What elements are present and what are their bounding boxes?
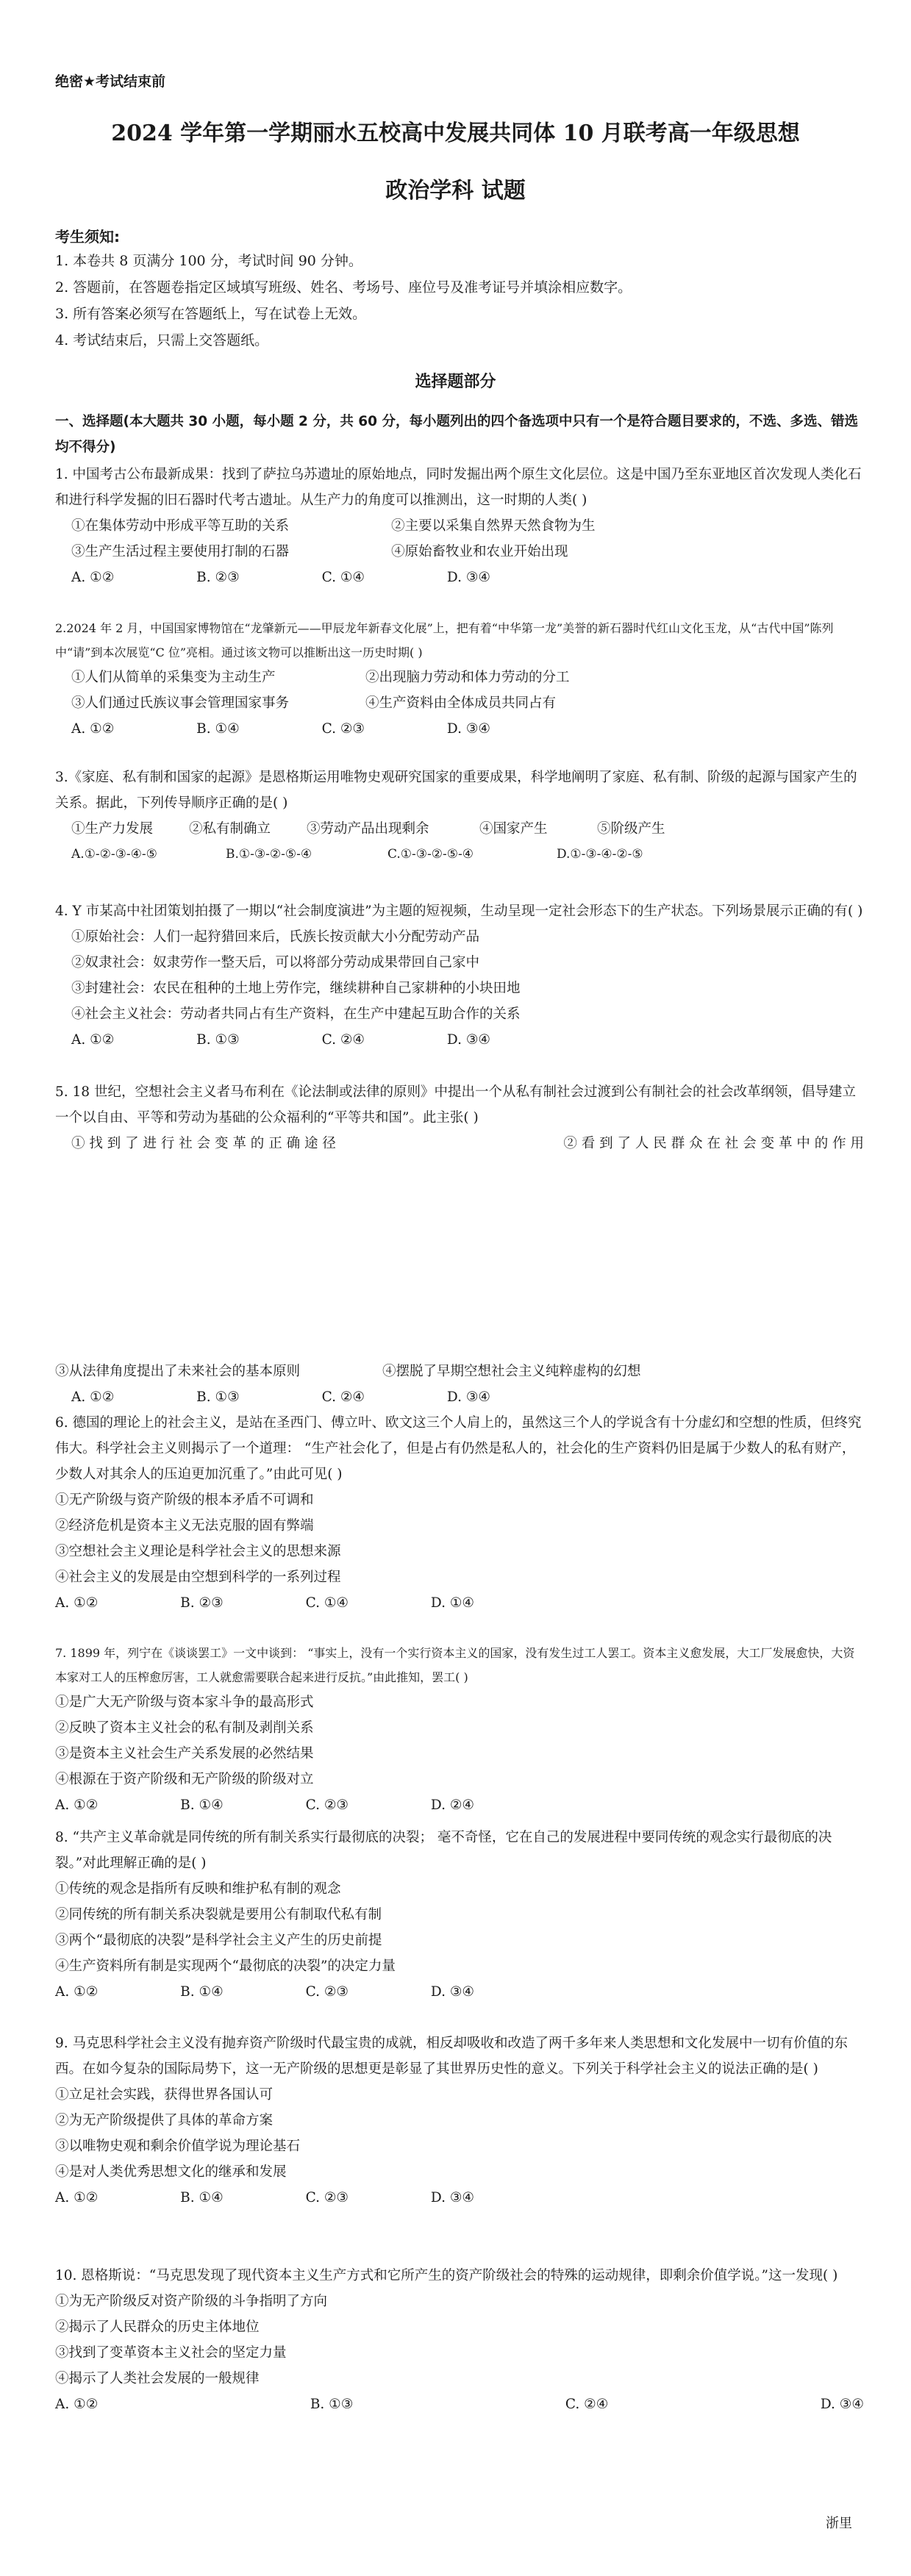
question-5-cont xyxy=(55,1359,864,1410)
answer-d: D. ①④ xyxy=(430,1595,474,1611)
notice-heading: 考生须知: xyxy=(55,228,120,246)
option: ①原始社会：人们一起狩猎回来后，氏族长按贡献大小分配劳动产品 xyxy=(71,929,480,945)
answer-c: C. ①④ xyxy=(321,570,365,585)
answer-row xyxy=(71,1027,490,1053)
option: ③是资本主义社会生产关系发展的必然结果 xyxy=(55,1746,314,1761)
answer-row xyxy=(55,1979,474,2005)
option: ②揭示了人民群众的历史主体地位 xyxy=(55,2319,260,2335)
option: ②私有制确立 xyxy=(189,821,271,837)
answer-d: D. ③④ xyxy=(820,2397,864,2412)
answer-row xyxy=(55,1792,474,1818)
option: ③空想社会主义理论是科学社会主义的思想来源 xyxy=(55,1544,341,1559)
answer-a: A. ①② xyxy=(55,1797,99,1813)
question-stem: 4. Y 市某高中社团策划拍摄了一期以“社会制度演进”为主题的短视频，生动呈现一定社会形态下的生产状态。下列场景展示正确的有( ) xyxy=(55,904,863,919)
question-5 xyxy=(55,1079,864,1156)
answer-b: B. ①③ xyxy=(196,1389,240,1405)
answer-a: A. ①② xyxy=(55,2190,99,2205)
option: ④社会主义的发展是由空想到科学的一系列过程 xyxy=(55,1570,341,1585)
question-stem: 8. “共产主义革命就是同传统的所有制关系实行最彻底的决裂； 毫不奇怪，它在自己的发展进程中要同传统的观念实行最彻底的决裂。”对此理解正确的是( ) xyxy=(55,1830,832,1871)
option: ①立足社会实践，获得世界各国认可 xyxy=(55,2087,274,2103)
option: ③从法律角度提出了未来社会的基本原则 xyxy=(55,1364,301,1379)
answer-b: B.①-③-②-⑤-④ xyxy=(226,847,312,862)
answer-row xyxy=(71,716,490,742)
option: ④生产资料由全体成员共同占有 xyxy=(365,695,557,711)
answer-d: D. ②④ xyxy=(430,1797,474,1813)
answer-a: A. ①② xyxy=(71,721,115,737)
option: ④生产资料所有制是实现两个“最彻底的决裂”的决定力量 xyxy=(55,1958,396,1974)
answer-b: B. ①③ xyxy=(196,1032,240,1048)
option: ④摆脱了早期空想社会主义纯粹虚构的幻想 xyxy=(382,1364,641,1379)
answer-b: B. ①④ xyxy=(180,1984,224,2000)
answer-b: B. ①④ xyxy=(180,1797,224,1813)
answer-c: C. ②③ xyxy=(321,721,365,737)
secret-label: 绝密★考试结束前 xyxy=(55,74,166,90)
question-stem: 6. 德国的理论上的社会主义，是站在圣西门、傅立叶、欧文这三个人肩上的，虽然这三个人的学说含有十分虚幻和空想的性质，但终究伟大。科学社会主义则揭示了一个道理： “生产社会化了，但是占有仍然是私人的，社会化的生产资料仍旧是属于少数人的私有财产，少数人对其余人的压迫更加沉重了。”由此可见( ) xyxy=(55,1415,862,1482)
answer-row xyxy=(55,1384,490,1410)
option: ④原始畜牧业和农业开始出现 xyxy=(391,544,568,559)
option: ④国家产生 xyxy=(479,821,548,837)
question-10 xyxy=(55,2263,864,2417)
answer-a: A. ①② xyxy=(55,1595,99,1611)
answer-d: D. ③④ xyxy=(430,1984,474,2000)
options xyxy=(55,924,864,1053)
answer-c: C. ②③ xyxy=(305,2190,349,2205)
option: ④是对人类优秀思想文化的继承和发展 xyxy=(55,2164,287,2180)
question-1 xyxy=(55,462,864,590)
answer-b: B. ①④ xyxy=(180,2190,224,2205)
option: ③找到了变革资本主义社会的坚定力量 xyxy=(55,2345,287,2361)
part-heading: 一、选择题(本大题共 30 小题，每小题 2 分，共 60 分，每小题列出的四个备选项中只有一个是符合题目要求的，不选、多选、错选均不得分) xyxy=(55,414,858,455)
question-7 xyxy=(55,1641,864,1818)
options xyxy=(55,1131,864,1156)
option: ③人们通过氏族议事会管理国家事务 xyxy=(71,695,290,711)
question-6 xyxy=(55,1410,864,1616)
option: ①无产阶级与资产阶级的根本矛盾不可调和 xyxy=(55,1492,314,1508)
question-stem: 9. 马克思科学社会主义没有抛弃资产阶级时代最宝贵的成就，相反却吸收和改造了两千多年来人类思想和文化发展中一切有价值的东西。在如今复杂的国际局势下，这一无产阶级的思想更是彰显了其世界历史性的意义。下列关于科学社会主义的说法正确的是( ) xyxy=(55,2036,849,2077)
option: ①传统的观念是指所有反映和维护私有制的观念 xyxy=(55,1881,341,1897)
option: ③以唯物史观和剩余价值学说为理论基石 xyxy=(55,2139,301,2154)
answer-d: D. ③④ xyxy=(446,1389,490,1405)
answer-c: C. ①④ xyxy=(305,1595,349,1611)
options xyxy=(55,816,864,867)
options xyxy=(55,513,864,590)
answer-d: D. ③④ xyxy=(446,570,490,585)
question-stem: 3.《家庭、私有制和国家的起源》是恩格斯运用唯物史观研究国家的重要成果，科学地阐明了家庭、私有制、阶级的起源与国家产生的关系。据此，下列传导顺序正确的是( ) xyxy=(55,770,857,811)
answer-a: A. ①② xyxy=(55,1984,99,2000)
answer-b: B. ②③ xyxy=(196,570,240,585)
answer-d: D.①-③-④-②-⑤ xyxy=(557,847,643,862)
answer-c: C. ②③ xyxy=(305,1984,349,2000)
option: ②同传统的所有制关系决裂就是要用公有制取代私有制 xyxy=(55,1907,382,1922)
notice-item: 1. 本卷共 8 页满分 100 分，考试时间 90 分钟。 xyxy=(55,253,362,269)
footer-mark: 浙里 xyxy=(826,2516,852,2531)
notice-item: 4. 考试结束后，只需上交答题纸。 xyxy=(55,332,269,348)
option: ②出现脑力劳动和体力劳动的分工 xyxy=(365,670,570,685)
answer-row xyxy=(55,2185,474,2211)
option: ①生产力发展 xyxy=(71,821,154,837)
answer-a: A. ①② xyxy=(71,570,115,585)
option: ③生产生活过程主要使用打制的石器 xyxy=(71,544,290,559)
option: ①在集体劳动中形成平等互助的关系 xyxy=(71,518,290,534)
answer-c: C.①-③-②-⑤-④ xyxy=(387,847,474,862)
answer-a: A. ①② xyxy=(55,2397,99,2412)
option: ①是广大无产阶级与资本家斗争的最高形式 xyxy=(55,1695,314,1710)
answer-a: A. ①② xyxy=(71,1032,115,1048)
answer-c: C. ②③ xyxy=(305,1797,349,1813)
question-stem: 10. 恩格斯说：“马克思发现了现代资本主义生产方式和它所产生的资产阶级社会的特殊的运动规律，即剩余价值学说。”这一发现( ) xyxy=(55,2268,838,2283)
option: ④揭示了人类社会发展的一般规律 xyxy=(55,2371,260,2386)
section-title: 选择题部分 xyxy=(415,373,496,391)
notice-item: 3. 所有答案必须写在答题纸上，写在试卷上无效。 xyxy=(55,306,367,322)
option: ②主要以采集自然界天然食物为生 xyxy=(391,518,596,534)
answer-a: A.①-②-③-④-⑤ xyxy=(71,847,157,862)
option: ① 找 到 了 进 行 社 会 变 革 的 正 确 途 径 xyxy=(71,1136,336,1151)
question-3 xyxy=(55,765,864,867)
question-8 xyxy=(55,1825,864,2005)
question-stem: 1. 中国考古公布最新成果：找到了萨拉乌苏遗址的原始地点，同时发掘出两个原生文化层位。这是中国乃至东亚地区首次发现人类化石和进行科学发掘的旧石器时代考古遗址。从生产力的角度可以推测出，这一时期的人类( ) xyxy=(55,467,862,508)
answer-row xyxy=(71,842,864,867)
option: ①人们从简单的采集变为主动生产 xyxy=(71,670,276,685)
question-stem: 5. 18 世纪，空想社会主义者马布利在《论法制或法律的原则》中提出一个从私有制社会过渡到公有制社会的社会改革纲领，倡导建立一个以自由、平等和劳动为基础的公众福利的“平等共和国”。此主张( ) xyxy=(55,1084,856,1126)
option: ② 看 到 了 人 民 群 众 在 社 会 变 革 中 的 作 用 xyxy=(563,1136,864,1151)
answer-c: C. ②④ xyxy=(565,2397,609,2412)
answer-b: B. ①④ xyxy=(196,721,240,737)
option: ④社会主义社会：劳动者共同占有生产资料，在生产中建起互助合作的关系 xyxy=(71,1006,521,1022)
answer-row xyxy=(55,2391,864,2417)
exam-title-line2: 政治学科 试题 xyxy=(385,178,526,204)
answer-c: C. ②④ xyxy=(321,1389,365,1405)
option: ④根源在于资产阶级和无产阶级的阶级对立 xyxy=(55,1772,314,1787)
answer-d: D. ③④ xyxy=(430,2190,474,2205)
answer-row xyxy=(55,1590,474,1616)
option: ③两个“最彻底的决裂”是科学社会主义产生的历史前提 xyxy=(55,1933,382,1948)
answer-d: D. ③④ xyxy=(446,721,490,737)
option: ②反映了资本主义社会的私有制及剥削关系 xyxy=(55,1720,314,1736)
question-stem: 2.2024 年 2 月，中国国家博物馆在“龙肇新元——甲辰龙年新春文化展”上，把有着“中华第一龙”美誉的新石器时代红山文化玉龙，从“古代中国”陈列中“请”到本次展览“C 位”亮相。通过该文物可以推断出这一历史时期( ) xyxy=(55,621,834,659)
question-2 xyxy=(55,616,864,742)
answer-c: C. ②④ xyxy=(321,1032,365,1048)
option: ⑤阶级产生 xyxy=(597,821,665,837)
notice-item: 2. 答题前，在答题卷指定区域填写班级、姓名、考场号、座位号及准考证号并填涂相应数字。 xyxy=(55,279,632,296)
option: ①为无产阶级反对资产阶级的斗争指明了方向 xyxy=(55,2294,328,2309)
answer-b: B. ②③ xyxy=(180,1595,224,1611)
answer-d: D. ③④ xyxy=(446,1032,490,1048)
option: ③封建社会：农民在租种的土地上劳作完，继续耕种自己家耕种的小块田地 xyxy=(71,981,521,996)
question-stem: 7. 1899 年，列宁在《谈谈罢工》一文中谈到： “事实上，没有一个实行资本主义的国家，没有发生过工人罢工。资本主义愈发展，大工厂发展愈快，大资本家对工人的压榨愈厉害，工人就愈需要联合起来进行反抗。”由此推知，罢工( ) xyxy=(55,1646,855,1684)
options xyxy=(55,665,864,742)
option: ②经济危机是资本主义无法克服的固有弊端 xyxy=(55,1518,314,1534)
answer-row xyxy=(71,565,490,590)
option: ②奴隶社会：奴隶劳作一整天后，可以将部分劳动成果带回自己家中 xyxy=(71,955,480,970)
option: ③劳动产品出现剩余 xyxy=(307,821,429,837)
option: ②为无产阶级提供了具体的革命方案 xyxy=(55,2113,274,2128)
question-9 xyxy=(55,2031,864,2211)
answer-a: A. ①② xyxy=(71,1389,115,1405)
question-4 xyxy=(55,898,864,1053)
answer-b: B. ①③ xyxy=(310,2397,354,2412)
exam-title-line1: 2024 学年第一学期丽水五校高中发展共同体 10 月联考高一年级思想 xyxy=(111,121,800,146)
